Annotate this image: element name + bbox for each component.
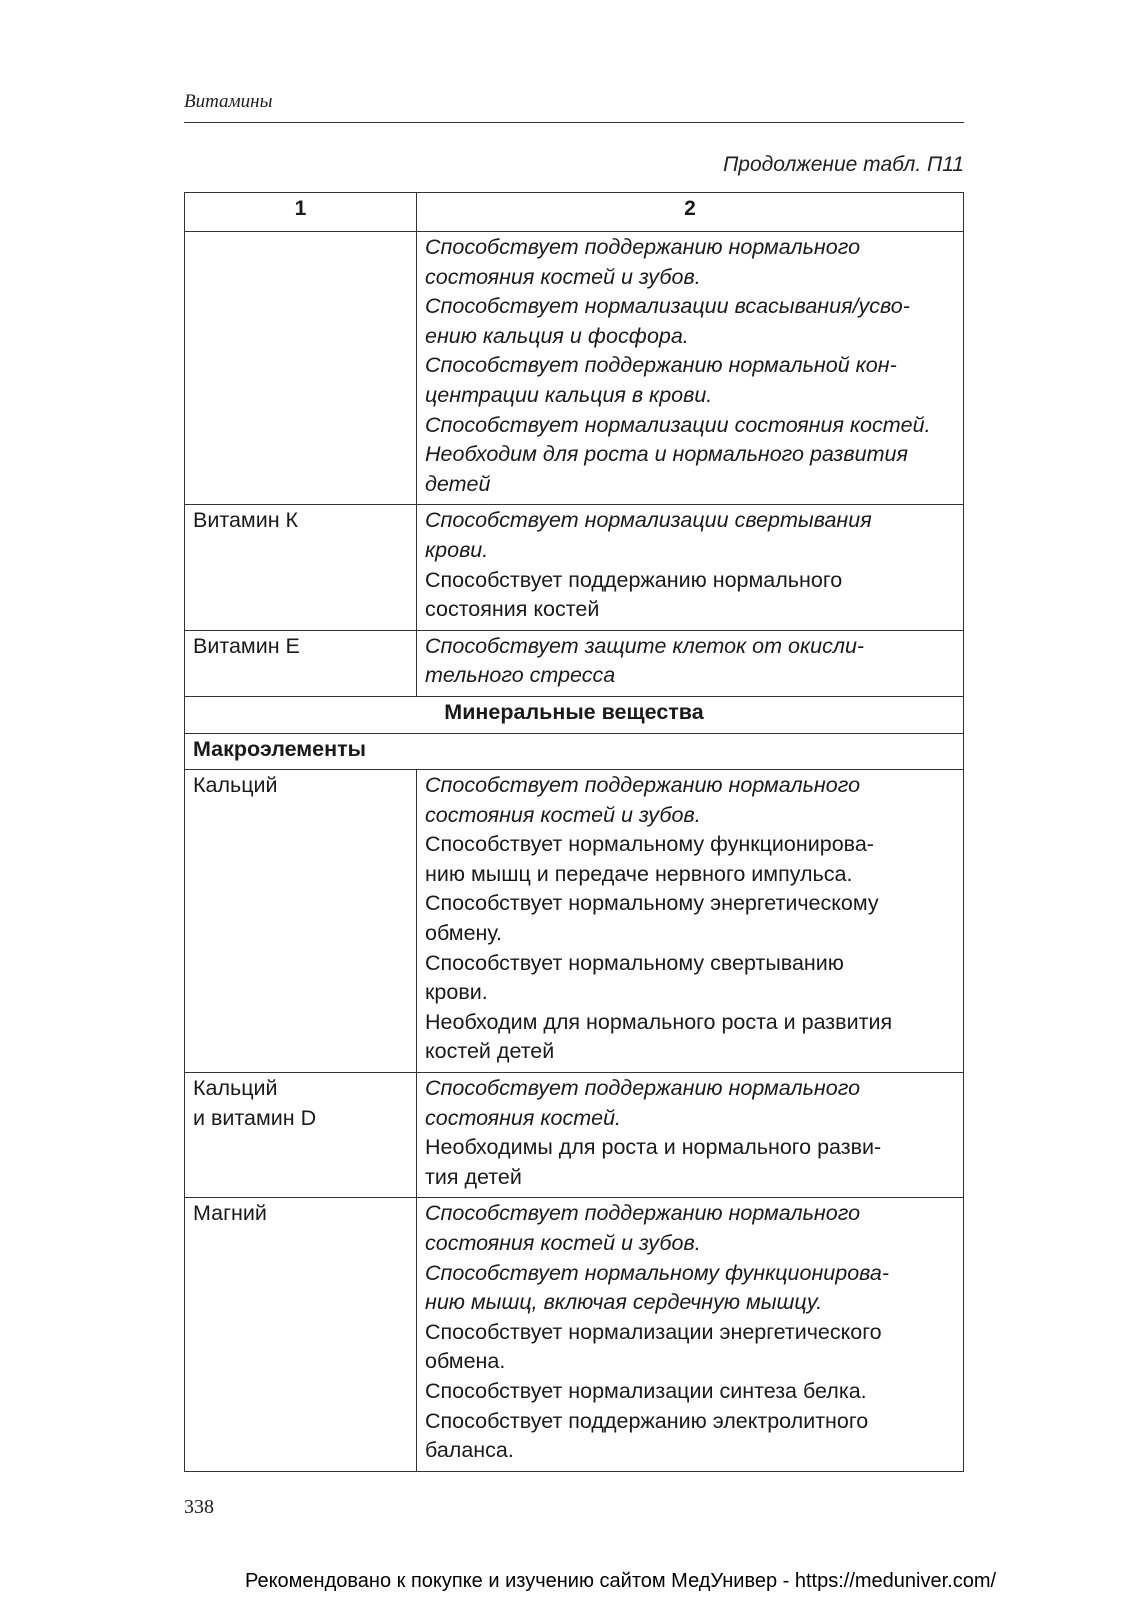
header-divider <box>184 122 964 123</box>
minerals-rows <box>185 770 964 1472</box>
table-row <box>185 505 964 630</box>
running-head: Витамины <box>184 91 273 112</box>
nutrient-name-cell <box>185 1073 417 1198</box>
table-row <box>185 630 964 696</box>
claim-cell <box>417 630 964 696</box>
claim-line: Способствует нормальному функционирова- <box>425 832 874 857</box>
claim-line: баланса. <box>425 1438 514 1463</box>
claim-line: Способствует поддержанию нормального <box>425 567 843 592</box>
claim-line: центрации кальция в крови. <box>425 382 713 407</box>
claim-line: тия детей <box>425 1164 522 1189</box>
claim-line: Способствует нормальному функционирова- <box>425 1260 890 1285</box>
nutrient-name-cell <box>185 630 417 696</box>
table-caption: Продолжение табл. П11 <box>723 153 964 176</box>
footer-note: Рекомендовано к покупке и изучению сайтом МедУнивер - https://meduniver.com/ <box>245 1570 997 1592</box>
claim-line: состояния костей. <box>425 1105 621 1130</box>
claim-line: состояния костей и зубов. <box>425 264 701 289</box>
section-row <box>185 696 964 733</box>
nutrient-claims-table <box>184 192 964 1472</box>
claim-line: Способствует защите клеток от окисли- <box>425 633 865 658</box>
claim-line: состояния костей и зубов. <box>425 802 701 827</box>
claim-line: Способствует поддержанию нормальной кон- <box>425 353 897 378</box>
claim-line: Необходим для роста и нормального развития <box>425 442 908 467</box>
table-row <box>185 1198 964 1471</box>
claim-line: крови. <box>425 980 488 1005</box>
vitamins-rows <box>185 232 964 697</box>
claim-cell <box>417 1198 964 1471</box>
claim-line: состояния костей <box>425 597 600 622</box>
claim-line: Способствует нормализации состояния костей. <box>425 412 931 437</box>
page-number: 338 <box>184 1496 214 1518</box>
nutrient-name: Кальций <box>193 1076 278 1101</box>
claim-line: Способствует поддержанию нормального <box>425 1201 861 1226</box>
claim-line: нию мышц и передаче нервного импульса. <box>425 861 853 886</box>
claim-line: крови. <box>425 537 489 562</box>
claim-line: обмену. <box>425 921 502 946</box>
claim-line: обмена. <box>425 1349 506 1374</box>
table-header-row <box>185 193 964 232</box>
nutrient-name-cell <box>185 505 417 630</box>
nutrient-name-cell <box>185 232 417 505</box>
table-row <box>185 1073 964 1198</box>
claim-line: детей <box>425 471 491 496</box>
claim-line: Способствует поддержанию нормального <box>425 235 861 259</box>
claim-line: Способствует поддержанию электролитного <box>425 1408 869 1433</box>
claim-line: Необходимы для роста и нормального разви- <box>425 1135 882 1160</box>
column-header-1: 1 <box>185 193 417 232</box>
claim-line: Способствует нормализации всасывания/усво- <box>425 294 910 319</box>
claim-line: костей детей <box>425 1039 555 1064</box>
nutrient-name: Витамин К <box>193 508 299 533</box>
claim-line: Способствует нормализации энергетического <box>425 1319 882 1344</box>
nutrient-name: Витамин Е <box>193 633 300 658</box>
claim-cell <box>417 505 964 630</box>
nutrient-name: Магний <box>193 1201 267 1226</box>
claim-line: Способствует поддержанию нормального <box>425 1076 861 1101</box>
nutrient-name: Кальций <box>193 773 278 798</box>
claim-line: Способствует нормализации синтеза белка. <box>425 1378 867 1403</box>
nutrient-name-cell <box>185 770 417 1073</box>
claim-line: ению кальция и фосфора. <box>425 323 689 348</box>
claim-cell <box>417 232 964 505</box>
claim-line: тельного стресса <box>425 663 616 688</box>
subsection-row <box>185 733 964 770</box>
claim-line: Способствует нормальному энергетическому <box>425 891 879 916</box>
claim-line: состояния костей и зубов. <box>425 1231 701 1255</box>
claim-line: Способствует нормализации свертывания <box>425 508 872 533</box>
subsection-title: Макроэлементы <box>185 733 964 770</box>
table-row <box>185 770 964 1073</box>
claim-line: Необходим для нормального роста и развития <box>425 1009 893 1034</box>
claim-line: Способствует поддержанию нормального <box>425 773 861 798</box>
column-header-2: 2 <box>417 193 964 232</box>
claim-cell <box>417 1073 964 1198</box>
section-title: Минеральные вещества <box>185 696 964 733</box>
claim-line: Способствует нормальному свертыванию <box>425 950 844 975</box>
nutrient-name-cell <box>185 1198 417 1471</box>
claim-line: нию мышц, включая сердечную мышцу. <box>425 1290 823 1315</box>
nutrient-name: и витамин D <box>193 1105 317 1130</box>
table-row <box>185 232 964 505</box>
claim-cell <box>417 770 964 1073</box>
